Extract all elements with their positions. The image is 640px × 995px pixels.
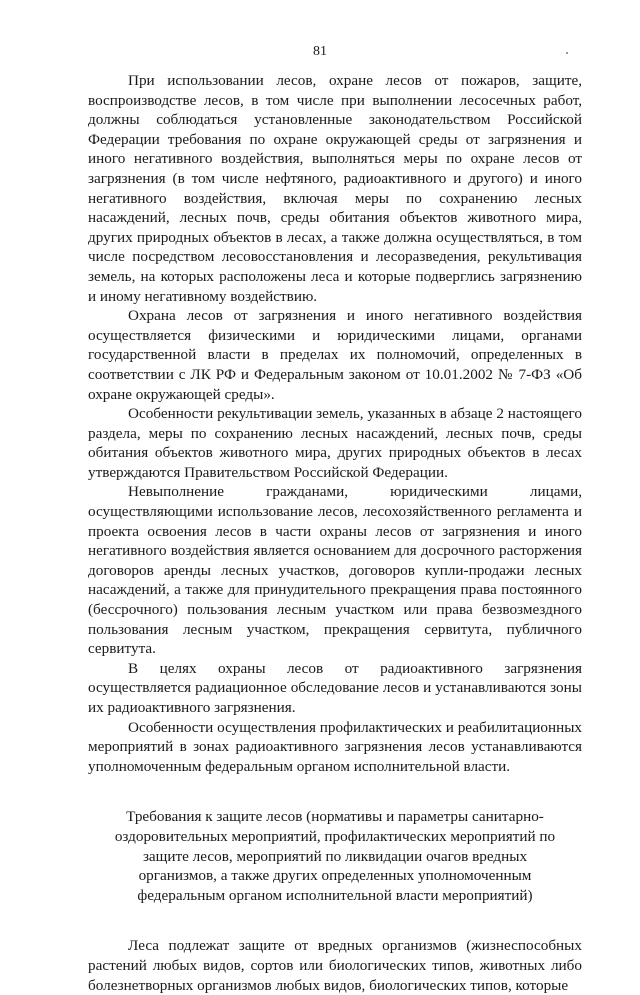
scan-speck	[566, 52, 568, 54]
paragraph-1: При использовании лесов, охране лесов от пожаров, защите, воспроизводстве лесов, в том числе при выполнении лесосечных работ, должны соблюдаться установленные законодательством Российской Федерации требования по охране окружающей среды от загрязнения и иного негативного воздействия, выполняться меры по охране лесов от загрязнения (в том числе нефтяного, радиоактивного и другого) и иного негативного воздействия, включая меры по сохранению лесных насаждений, лесных почв, среды обитания объектов животного мира, других природных объектов в лесах, а также должна осуществляться, в том числе посредством лесовосстановления и лесоразведения, рекультивация земель, на которых расположены леса и которые подверглись загрязнению и иному негативному воздействию.	[88, 72, 582, 305]
paragraph-3: Особенности рекультивации земель, указанных в абзаце 2 настоящего раздела, меры по сохранению лесных насаждений, лесных почв, среды обитания объектов животного мира, других природных объектов в лесах утверждаются Правительством Российской Федерации.	[88, 405, 582, 481]
paragraph-2: Охрана лесов от загрязнения и иного негативного воздействия осуществляется физическими и юридическими лицами, органами государственной власти в пределах их полномочий, определенных в соответствии с ЛК РФ и Федеральным законом от 10.01.2002 № 7-ФЗ «Об охране окружающей среды».	[88, 307, 582, 403]
section-heading: Требования к защите лесов (нормативы и параметры санитарно-оздоровительных мероприятий, профилактических мероприятий по защите лесов, мероприятий по ликвидации очагов вредных организмов, а также других определенных уполномоченным федеральным органом исполнительной власти мероприятий)	[114, 808, 556, 904]
paragraph-4: Невыполнение гражданами, юридическими лицами, осуществляющими использование лесов, лесохозяйственного регламента и проекта освоения лесов в части охраны лесов от загрязнения и иного негативного воздействия является основанием для досрочного расторжения договоров аренды лесных участков, договоров купли-продажи лесных насаждений, а также для принудительного прекращения права постоянного (бессрочного) пользования лесным участком или права безвозмездного пользования лесным участком, прекращения сервитута, публичного сервитута.	[88, 483, 582, 658]
page-number: 81	[313, 44, 327, 59]
final-paragraph: Леса подлежат защите от вредных организмов (жизнеспособных растений любых видов, сортов или биологических типов, животных либо болезнетворных организмов любых видов, биологических типов, которые	[88, 937, 582, 994]
paragraph-6: Особенности осуществления профилактических и реабилитационных мероприятий в зонах радиоактивного загрязнения лесов устанавливаются уполномоченным федеральным органом исполнительной власти.	[88, 718, 582, 775]
paragraph-5: В целях охраны лесов от радиоактивного загрязнения осуществляется радиационное обследование лесов и устанавливаются зоны их радиоактивного загрязнения.	[88, 659, 582, 716]
document-body	[88, 71, 582, 995]
